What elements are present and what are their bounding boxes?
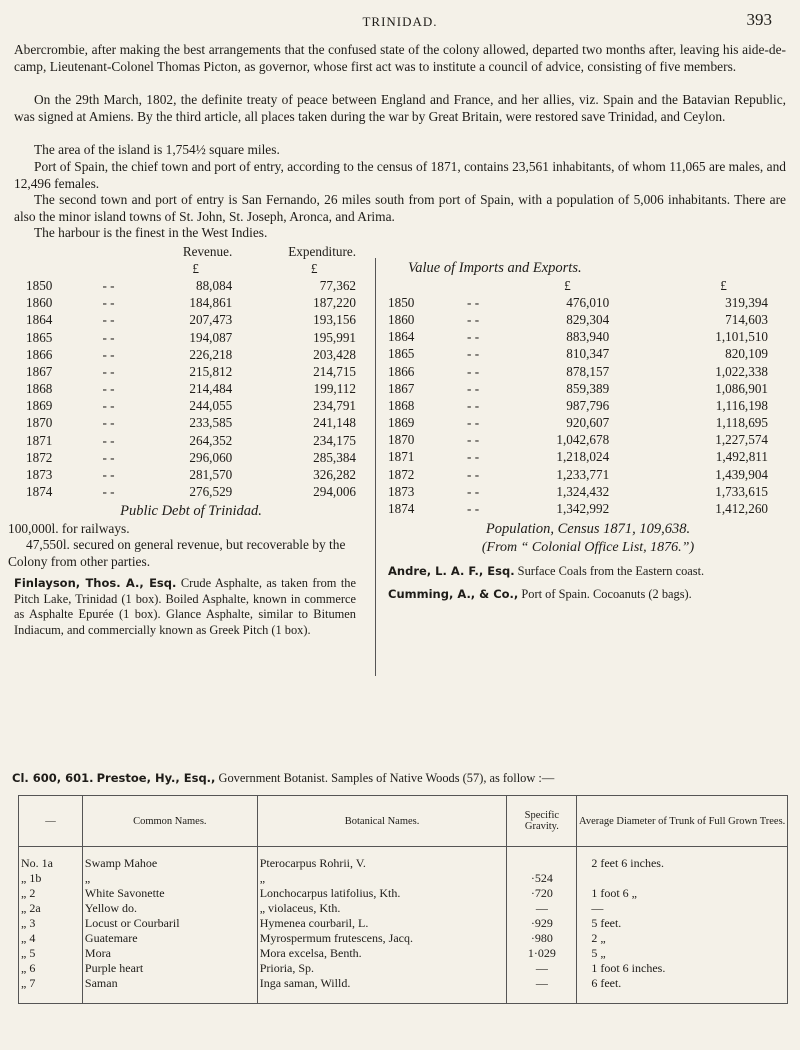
page-header [0,10,800,32]
diameter-cell: 5 „ [577,946,788,961]
trade-row [388,466,768,483]
leader-dashes: - - [467,294,480,310]
wood-number-cell: „ 6 [19,961,83,976]
trade-row [388,397,768,414]
exports-cell: 1,101,510 [715,329,768,345]
botanical-name-cell: Lonchocarpus latifolius, Kth. [257,886,507,901]
revenue-row [26,329,356,346]
botanical-name-cell: Mora excelsa, Benth. [257,946,507,961]
exports-cell: 1,492,811 [715,449,768,465]
revenue-header: Revenue. [182,243,233,259]
woods-header-row [19,796,788,847]
revenue-cell: 244,055 [189,398,233,414]
imports-cell: 878,157 [566,363,610,379]
leader-dashes: - - [467,311,480,327]
public-debt-title: Public Debt of Trinidad. [120,502,262,519]
leader-dashes: - - [467,363,480,379]
population-source: (From “ Colonial Office List, 1876.”) [481,539,695,555]
specific-gravity-cell: ·980 [507,931,577,946]
leader-dashes: - - [102,381,115,397]
imports-cell: 987,796 [566,397,610,413]
leader-dashes: - - [102,329,115,345]
botanical-name-cell: „ violaceus, Kth. [257,901,507,916]
expenditure-cell: 199,112 [313,381,356,397]
trade-row [388,380,768,397]
exports-cell: 820,109 [725,346,768,362]
botanical-names-header: Botanical Names. [257,796,507,847]
diameter-cell: 5 feet. [577,916,788,931]
year-cell: 1850 [388,294,415,310]
native-woods-table [18,795,788,1004]
revenue-cell: 276,529 [189,484,233,500]
wood-row [19,961,788,976]
trade-row [388,329,768,346]
exports-cell: 319,394 [725,294,768,310]
year-cell: 1866 [26,346,53,362]
diameter-cell: 2 „ [577,931,788,946]
imports-cell: 1,342,992 [556,501,610,517]
year-cell: 1872 [388,466,415,482]
trade-units-row [388,277,768,294]
revenue-row [26,466,356,483]
expenditure-cell: 234,175 [313,432,356,448]
common-name-cell: White Savonette [82,886,257,901]
exhibitor-name: Finlayson, Thos. A., Esq. [14,576,177,591]
imports-cell: 1,218,024 [556,449,610,465]
year-cell: 1860 [26,295,53,311]
leader-dashes: - - [467,415,480,431]
revenue-cell: 194,087 [189,329,233,345]
trade-row [388,311,768,328]
revenue-row [26,277,356,294]
imports-cell: 476,010 [566,294,610,310]
specific-gravity-cell: ·720 [507,886,577,901]
number-column-header: — [19,796,83,847]
imports-unit: £ [564,277,571,293]
common-names-header: Common Names. [82,796,257,847]
imports-cell: 829,304 [566,311,610,327]
year-cell: 1860 [388,311,415,327]
diameter-cell: 1 foot 6 „ [577,886,788,901]
paragraph-port-of-spain: Port of Spain, the chief town and port of entry, according to the census of 1871, contains 23,561 inhabitants, of whom 11,065 are males, and 12,496 females. [14,159,786,191]
revenue-cell: 184,861 [189,295,233,311]
leader-dashes: - - [102,277,115,293]
revenue-expenditure-section [8,243,356,638]
exports-cell: 1,086,901 [715,380,768,396]
botanical-name-cell: Prioria, Sp. [257,961,507,976]
leader-dashes: - - [467,466,480,482]
diameter-cell: 6 feet. [577,976,788,991]
exports-unit: £ [720,277,727,293]
specific-gravity-cell: — [507,961,577,976]
common-name-cell: Yellow do. [82,901,257,916]
trade-row [388,346,768,363]
wood-row [19,871,788,886]
revenue-cell: 215,812 [189,363,233,379]
trade-row [388,432,768,449]
trade-row [388,415,768,432]
common-name-cell: „ [82,871,257,886]
leader-dashes: - - [467,397,480,413]
specific-gravity-header: Specific Gravity. [507,796,577,847]
exhibit-description: Port of Spain. Cocoanuts (2 bags). [521,587,692,602]
common-name-cell: Locust or Courbaril [82,916,257,931]
revenue-cell: 207,473 [189,312,233,328]
wood-number-cell: „ 5 [19,946,83,961]
wood-number-cell: „ 4 [19,931,83,946]
leader-dashes: - - [102,295,115,311]
expenditure-cell: 285,384 [313,449,356,465]
expenditure-cell: 193,156 [313,312,356,328]
diameter-cell: 2 feet 6 inches. [577,847,788,872]
revenue-unit: £ [192,260,199,276]
botanical-name-cell: Inga saman, Willd. [257,976,507,991]
exports-cell: 1,412,260 [715,501,768,517]
entry-cumming [388,587,788,603]
botanical-name-cell: Myrospermum frutescens, Jacq. [257,931,507,946]
exports-cell: 1,116,198 [715,397,768,413]
revenue-cell: 214,484 [189,381,233,397]
paragraph-abercrombie: Abercrombie, after making the best arrangements that the confused state of the colony allowed, departed two months after, leaving his aide-de-camp, Lieutenant-Colonel Thomas Picton, as governor, whose first act was to institute a council of advice, consisting of five members. [14,42,786,74]
revenue-row [26,415,356,432]
leader-dashes: - - [467,483,480,499]
common-name-cell: Guatemare [82,931,257,946]
diameter-cell: — [577,901,788,916]
revenue-cell: 281,570 [189,467,233,483]
leader-dashes: - - [467,432,480,448]
specific-gravity-cell: ·524 [507,871,577,886]
paragraph-san-fernando: The second town and port of entry is San Fernando, 26 miles south from port of Spain, with a population of 5,006 inhabitants. There are also the minor island towns of St. John, St. Joseph, Aronca, and Arima. [14,192,786,224]
entry-andre [388,564,788,580]
revenue-cell: 233,585 [189,415,233,431]
diameter-cell [577,871,788,886]
revenue-cell: 264,352 [189,432,233,448]
imports-cell: 1,042,678 [556,432,610,448]
revenue-row [26,484,356,501]
expenditure-cell: 195,991 [313,329,356,345]
page-number: 393 [746,10,772,29]
exports-cell: 1,439,904 [715,466,768,482]
year-cell: 1869 [26,398,53,414]
entry-prestoe [12,771,792,787]
running-title: TRINIDAD. [362,14,438,29]
specific-gravity-cell: — [507,901,577,916]
imports-cell: 859,389 [566,380,610,396]
trade-row [388,449,768,466]
paragraph-treaty: On the 29th March, 1802, the definite treaty of peace between England and France, and her allies, viz. Spain and the Batavian Republic, was signed at Amiens. By the third article, all places taken during the war by Great Britain, were restored save Trinidad, and Ceylon. [14,92,786,124]
public-debt-railways: 100,000l. for railways. [8,520,130,536]
specific-gravity-cell: — [507,976,577,991]
specific-gravity-cell: ·929 [507,916,577,931]
leader-dashes: - - [102,415,115,431]
leader-dashes: - - [467,501,480,517]
expenditure-cell: 214,715 [313,363,356,379]
expenditure-cell: 187,220 [313,295,356,311]
paragraph-harbour: The harbour is the finest in the West Indies. [34,225,268,240]
common-name-cell: Purple heart [82,961,257,976]
leader-dashes: - - [467,380,480,396]
leader-dashes: - - [467,449,480,465]
wood-row [19,886,788,901]
year-cell: 1873 [26,467,53,483]
year-cell: 1867 [26,363,53,379]
revenue-cell: 226,218 [189,346,233,362]
trade-row [388,483,768,500]
wood-row [19,976,788,991]
exhibitor-name: Prestoe, Hy., Esq., [96,771,216,785]
wood-row [19,901,788,916]
year-cell: 1872 [26,449,53,465]
entry-finlayson [14,576,356,638]
empty-cell [257,991,507,1004]
revenue-row [26,363,356,380]
woods-table-bottom [19,991,788,1004]
leader-dashes: - - [102,312,115,328]
wood-number-cell: „ 1b [19,871,83,886]
wood-number-cell: „ 2 [19,886,83,901]
column-divider [375,258,376,676]
year-cell: 1867 [388,380,415,396]
expenditure-cell: 203,428 [313,346,356,362]
wood-row [19,916,788,931]
year-cell: 1864 [388,329,415,345]
empty-cell [19,991,83,1004]
year-cell: 1865 [388,346,415,362]
exports-cell: 1,118,695 [715,415,768,431]
leader-dashes: - - [102,484,115,500]
empty-cell [507,991,577,1004]
leader-dashes: - - [102,363,115,379]
revenue-cell: 296,060 [189,449,233,465]
year-cell: 1865 [26,329,53,345]
exhibitor-name: Andre, L. A. F., Esq. [388,563,515,578]
leader-dashes: - - [467,329,480,345]
botanical-name-cell: „ [257,871,507,886]
common-name-cell: Mora [82,946,257,961]
wood-row [19,931,788,946]
revenue-row [26,346,356,363]
exhibit-description: Government Botanist. Samples of Native Woods (57), as follow :— [218,771,555,785]
imports-cell: 1,324,432 [556,483,610,499]
imports-exports-title: Value of Imports and Exports. [408,260,582,276]
year-cell: 1864 [26,312,53,328]
leader-dashes: - - [102,467,115,483]
expenditure-cell: 77,362 [319,277,356,293]
wood-row [19,847,788,872]
wood-number-cell: „ 3 [19,916,83,931]
imports-cell: 810,347 [566,346,610,362]
class-number: Cl. 600, 601. [12,771,94,785]
specific-gravity-cell [507,847,577,872]
imports-cell: 920,607 [566,415,610,431]
botanical-name-cell: Hymenea courbaril, L. [257,916,507,931]
year-cell: 1868 [388,397,415,413]
imports-cell: 1,233,771 [556,466,610,482]
trade-row [388,294,768,311]
trade-row [388,500,768,517]
year-cell: 1871 [26,432,53,448]
year-cell: 1870 [26,415,53,431]
year-cell: 1850 [26,277,53,293]
wood-row [19,946,788,961]
revenue-units-row [26,260,356,277]
wood-number-cell: „ 7 [19,976,83,991]
exhibit-description: Surface Coals from the Eastern coast. [517,563,705,578]
expenditure-unit: £ [310,260,318,276]
year-cell: 1868 [26,381,53,397]
imports-exports-section [388,260,788,603]
year-cell: 1871 [388,449,415,465]
expenditure-header: Expenditure. [288,243,356,259]
year-cell: 1869 [388,415,415,431]
year-cell: 1866 [388,363,415,379]
botanical-name-cell: Pterocarpus Rohrii, V. [257,847,507,872]
revenue-row [26,312,356,329]
common-name-cell: Saman [82,976,257,991]
leader-dashes: - - [102,432,115,448]
leader-dashes: - - [102,449,115,465]
exports-cell: 1,733,615 [715,483,768,499]
paragraph-area: The area of the island is 1,754½ square miles. [34,142,280,157]
leader-dashes: - - [102,346,115,362]
revenue-row [26,449,356,466]
empty-cell [82,991,257,1004]
year-cell: 1870 [388,432,415,448]
exports-cell: 1,022,338 [715,363,768,379]
specific-gravity-cell: 1·029 [507,946,577,961]
year-cell: 1874 [388,501,415,517]
revenue-header-row [26,243,356,260]
expenditure-cell: 234,791 [313,398,356,414]
imports-exports-table [388,277,768,518]
expenditure-cell: 294,006 [313,484,356,500]
trade-row [388,363,768,380]
wood-number-cell: „ 2a [19,901,83,916]
expenditure-cell: 241,148 [313,415,356,431]
exports-cell: 714,603 [725,311,768,327]
average-diameter-header: Average Diameter of Trunk of Full Grown Trees. [577,796,788,847]
revenue-row [26,432,356,449]
revenue-row [26,398,356,415]
exhibit-description: Crude Asphalte, as taken from the Pitch Lake, Trinidad (1 box). Boiled Asphalte, known in commerce as Asphalte Epurée (1 box). Glance Asphalte, similar to Bitumen Indiacum, and commercially known as Greek Pitch (1 box). [14,576,356,637]
revenue-cell: 88,084 [195,277,233,293]
year-cell: 1874 [26,484,53,500]
exports-cell: 1,227,574 [715,432,768,448]
empty-cell [577,991,788,1004]
population-line: Population, Census 1871, 109,638. [485,520,691,537]
expenditure-cell: 326,282 [313,467,356,483]
exhibitor-name: Cumming, A., & Co., [388,587,519,602]
revenue-row [26,381,356,398]
revenue-expenditure-table [26,243,356,501]
public-debt-general-revenue: 47,550l. secured on general revenue, but recoverable by the Colony from other parties. [8,537,346,569]
diameter-cell: 1 foot 6 inches. [577,961,788,976]
imports-cell: 883,940 [566,329,610,345]
year-cell: 1873 [388,483,415,499]
common-name-cell: Swamp Mahoe [82,847,257,872]
wood-number-cell: No. 1a [19,847,83,872]
leader-dashes: - - [467,346,480,362]
leader-dashes: - - [102,398,115,414]
revenue-row [26,295,356,312]
